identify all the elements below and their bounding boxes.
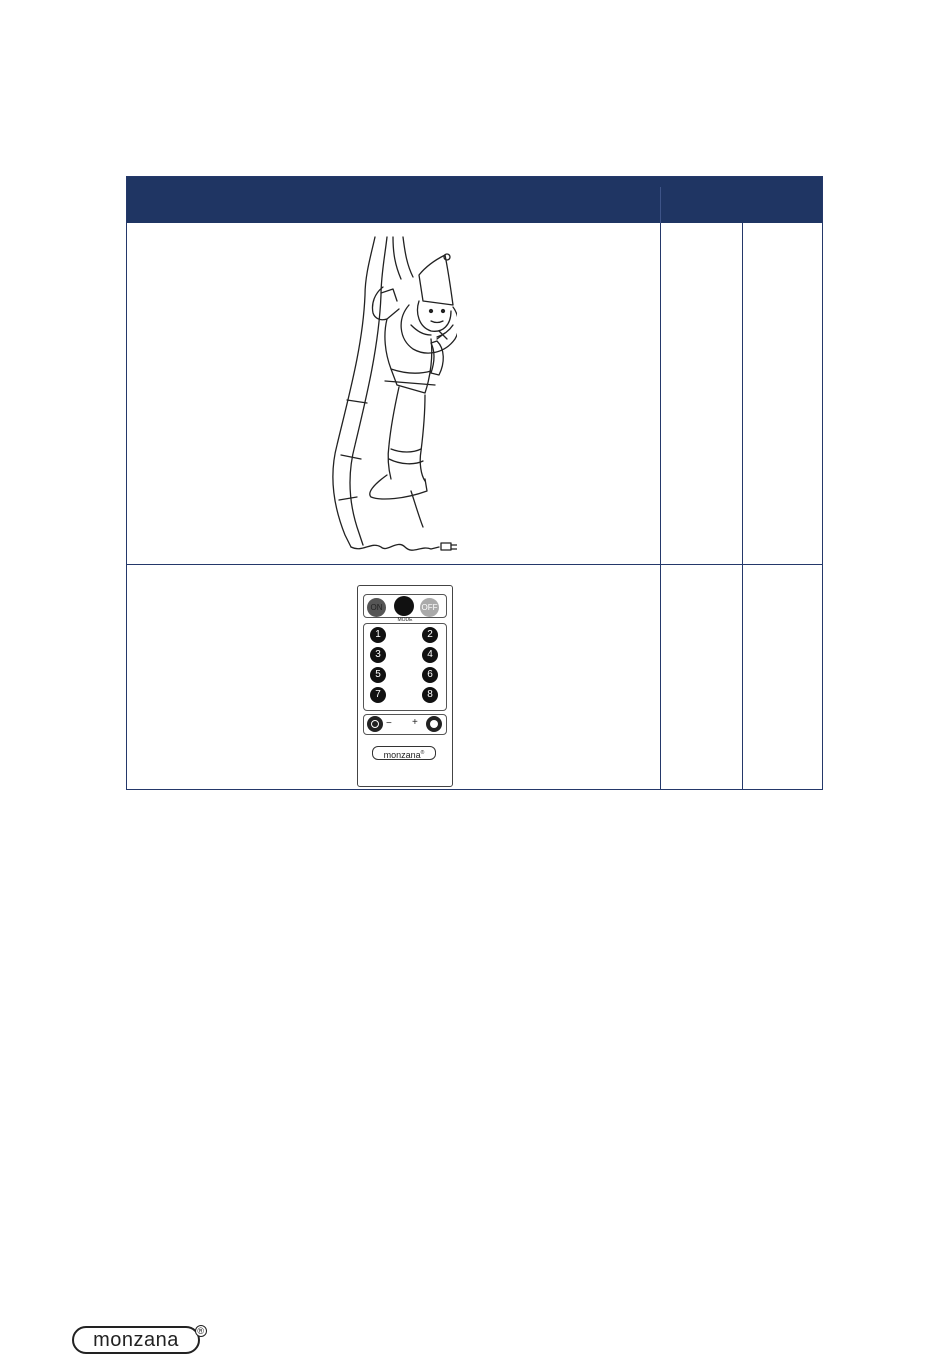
remote-brand-logo <box>372 746 436 760</box>
header-divider <box>660 187 661 223</box>
footer-brand-text: monzana <box>93 1328 179 1351</box>
mode-label: MODE <box>397 617 413 623</box>
sun-outline-icon <box>371 720 379 728</box>
number-button-7[interactable]: 7 <box>370 687 386 703</box>
number-button-5[interactable]: 5 <box>370 667 386 683</box>
plus-label: + <box>412 717 418 728</box>
remote-control <box>357 585 453 787</box>
footer-logo <box>72 1326 205 1354</box>
registered-mark: ® <box>195 1325 207 1337</box>
brightness-down-icon[interactable] <box>367 716 383 732</box>
parts-table <box>126 176 823 790</box>
number-button-2[interactable]: 2 <box>422 627 438 643</box>
remote-brand-mark: ® <box>420 750 425 756</box>
table-row <box>127 565 822 789</box>
off-button[interactable] <box>420 598 439 617</box>
off-button-label: OFF <box>421 603 438 612</box>
number-button-4[interactable]: 4 <box>422 647 438 663</box>
table-row <box>127 223 822 565</box>
on-button-label: ON <box>370 603 383 612</box>
sun-filled-icon <box>430 720 438 728</box>
remote-brand-text: monzana <box>383 750 421 760</box>
number-button-1[interactable]: 1 <box>370 627 386 643</box>
number-button-8[interactable]: 8 <box>422 687 438 703</box>
santa-ladder-illustration <box>327 235 457 557</box>
minus-label: − <box>386 718 392 729</box>
on-button[interactable] <box>367 598 386 617</box>
table-header <box>127 177 822 223</box>
number-button-3[interactable]: 3 <box>370 647 386 663</box>
mode-button[interactable] <box>394 596 414 616</box>
brightness-up-icon[interactable] <box>426 716 442 732</box>
number-button-6[interactable]: 6 <box>422 667 438 683</box>
